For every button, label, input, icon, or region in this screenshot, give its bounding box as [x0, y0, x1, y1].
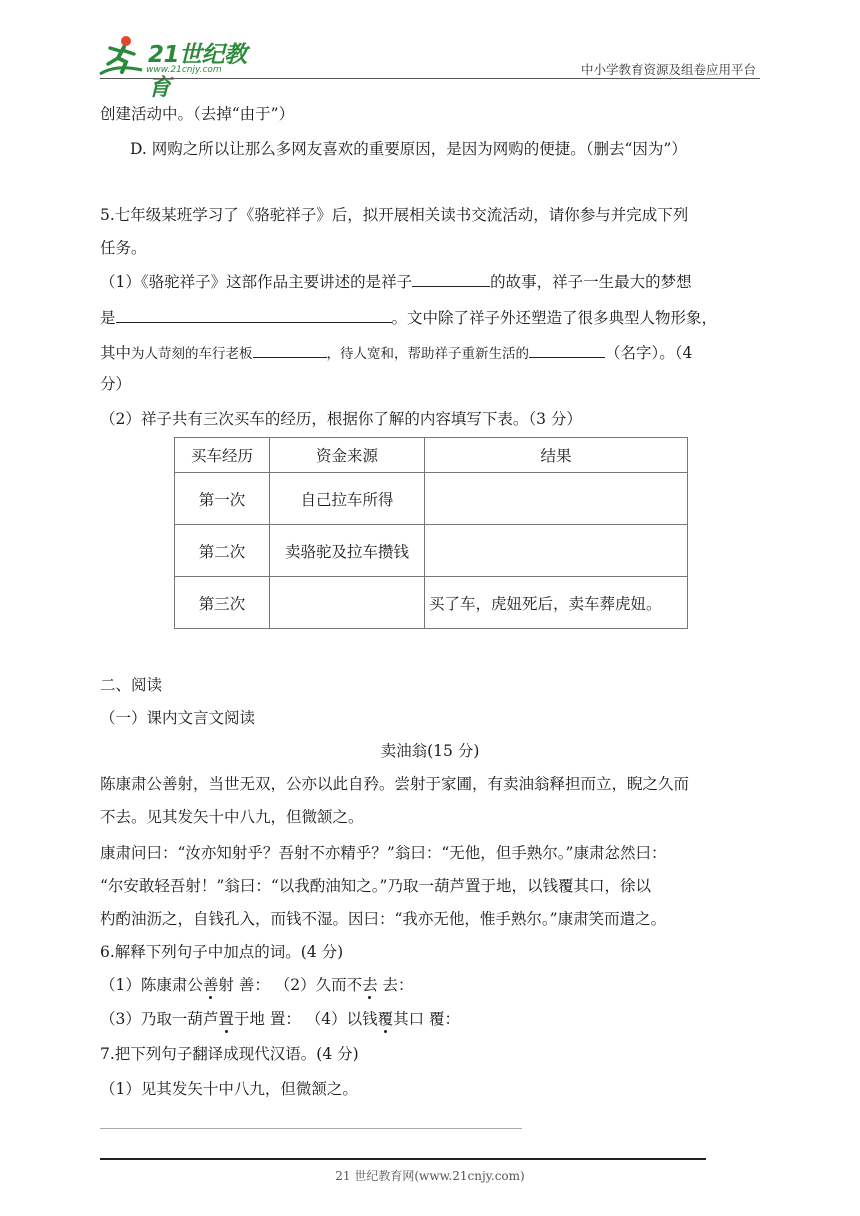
question-5: 5.七年级某班学习了《骆驼祥子》后，拟开展相关读书交流活动，请你参与并完成下列 [100, 206, 689, 224]
answer-blank[interactable] [253, 343, 327, 358]
answer-cell[interactable] [425, 525, 688, 577]
answer-blank[interactable] [412, 272, 490, 287]
text: 去： [377, 976, 414, 994]
table-header-row [175, 438, 688, 473]
table-cell: 第一次 [175, 473, 270, 525]
passage-line: 康肃问曰：“汝亦知射乎？吾射不亦精乎？”翁曰：“无他，但手熟尔。”康肃忿然曰： [100, 844, 667, 862]
section-heading: 二、阅读 [100, 676, 163, 694]
answer-line[interactable] [100, 1128, 522, 1129]
passage-line: 陈康肃公善射，当世无双，公亦以此自矜。尝射于家圃，有卖油翁释担而立，睨之久而 [100, 775, 690, 793]
question-7-1: （1）见其发矢十中八九，但微颔之。 [100, 1080, 358, 1098]
text: 于地 置： （4）以钱 [233, 1010, 378, 1028]
text: ，待人宽和，帮助祥子重新生活的 [326, 346, 530, 362]
passage-line: 杓酌油沥之，自钱孔入，而钱不湿。因曰：“我亦无他，惟手熟尔。”康肃笑而遣之。 [100, 910, 667, 928]
text: 的故事，祥子一生最大的梦想 [490, 273, 692, 291]
table-row [175, 577, 688, 629]
question-5-1-line2 [100, 308, 717, 328]
text: （1）陈康肃公 [100, 976, 203, 994]
table-row [175, 473, 688, 525]
logo-url: www.21cnjy.com [146, 65, 222, 75]
text: （名字）。（4 [605, 344, 693, 362]
question-5-1 [100, 272, 692, 292]
text: 其口 覆： [393, 1010, 461, 1028]
text: 是 [100, 309, 116, 327]
footer-text: 21 世纪教育网(www.21cnjy.com) [335, 1169, 525, 1183]
subsection-heading: （一）课内文言文阅读 [100, 709, 256, 727]
table-row [175, 525, 688, 577]
platform-name: 中小学教育资源及组卷应用平台 [580, 62, 756, 77]
text-line: 创建活动中。（去掉“由于”） [100, 105, 295, 123]
dotted-word: 善 [202, 976, 219, 994]
site-logo [96, 34, 266, 101]
text: 为人苛刻的车行老板 [131, 346, 253, 362]
text: 射 善： （2）久而不 [218, 976, 363, 994]
passage-line: “尔安敢轻吾射！”翁曰：“以我酌油知之。”乃取一葫芦置于地，以钱覆其口，徐以 [100, 877, 651, 895]
footer-rule [100, 1158, 706, 1160]
answer-cell[interactable] [270, 577, 425, 629]
dotted-word: 去 [362, 976, 378, 994]
question-5-cont: 任务。 [100, 239, 147, 257]
table-header: 资金来源 [270, 438, 425, 473]
text: 其中 [100, 344, 132, 362]
question-7: 7.把下列句子翻译成现代汉语。(4 分) [100, 1045, 359, 1063]
answer-cell[interactable] [425, 473, 688, 525]
question-5-2: （2）祥子共有三次买车的经历，根据你了解的内容填写下表。（3 分） [100, 410, 582, 428]
header-rule [100, 78, 760, 79]
question-5-1-line3 [100, 343, 692, 364]
answer-blank[interactable] [529, 343, 605, 358]
logo-brand: 21世纪教育 [148, 42, 247, 101]
text: （3）乃取一葫芦 [100, 1010, 219, 1028]
question-6: 6.解释下列句子中加点的词。(4 分) [100, 943, 344, 961]
table-cell: 卖骆驼及拉车攒钱 [270, 525, 425, 577]
text: （1）《骆驼祥子》这部作品主要讲述的是祥子 [100, 273, 413, 291]
question-5-1-line4: 分） [100, 375, 132, 393]
table-header: 买车经历 [175, 438, 270, 473]
table-header: 结果 [425, 438, 688, 473]
dotted-word: 置 [218, 1010, 234, 1028]
table-cell: 第三次 [175, 577, 270, 629]
option-d: D. 网购之所以让那么多网友喜欢的重要原因，是因为网购的便捷。（删去“因为”） [130, 140, 687, 158]
answer-blank[interactable] [116, 308, 392, 323]
runner-logo-icon [96, 34, 146, 78]
passage-title: 卖油翁(15 分) [380, 742, 480, 760]
table-cell: 自己拉车所得 [270, 473, 425, 525]
text: 。文中除了祥子外还塑造了很多典型人物形象， [391, 309, 718, 327]
question-6-line2 [100, 1009, 460, 1029]
table-cell: 第二次 [175, 525, 270, 577]
purchase-table [174, 437, 688, 629]
question-6-line1 [100, 975, 414, 995]
passage-line: 不去。见其发矢十中八九，但微颔之。 [100, 808, 364, 826]
table-cell: 买了车，虎妞死后，卖车葬虎妞。 [425, 577, 688, 629]
dotted-word: 覆 [377, 1010, 394, 1028]
